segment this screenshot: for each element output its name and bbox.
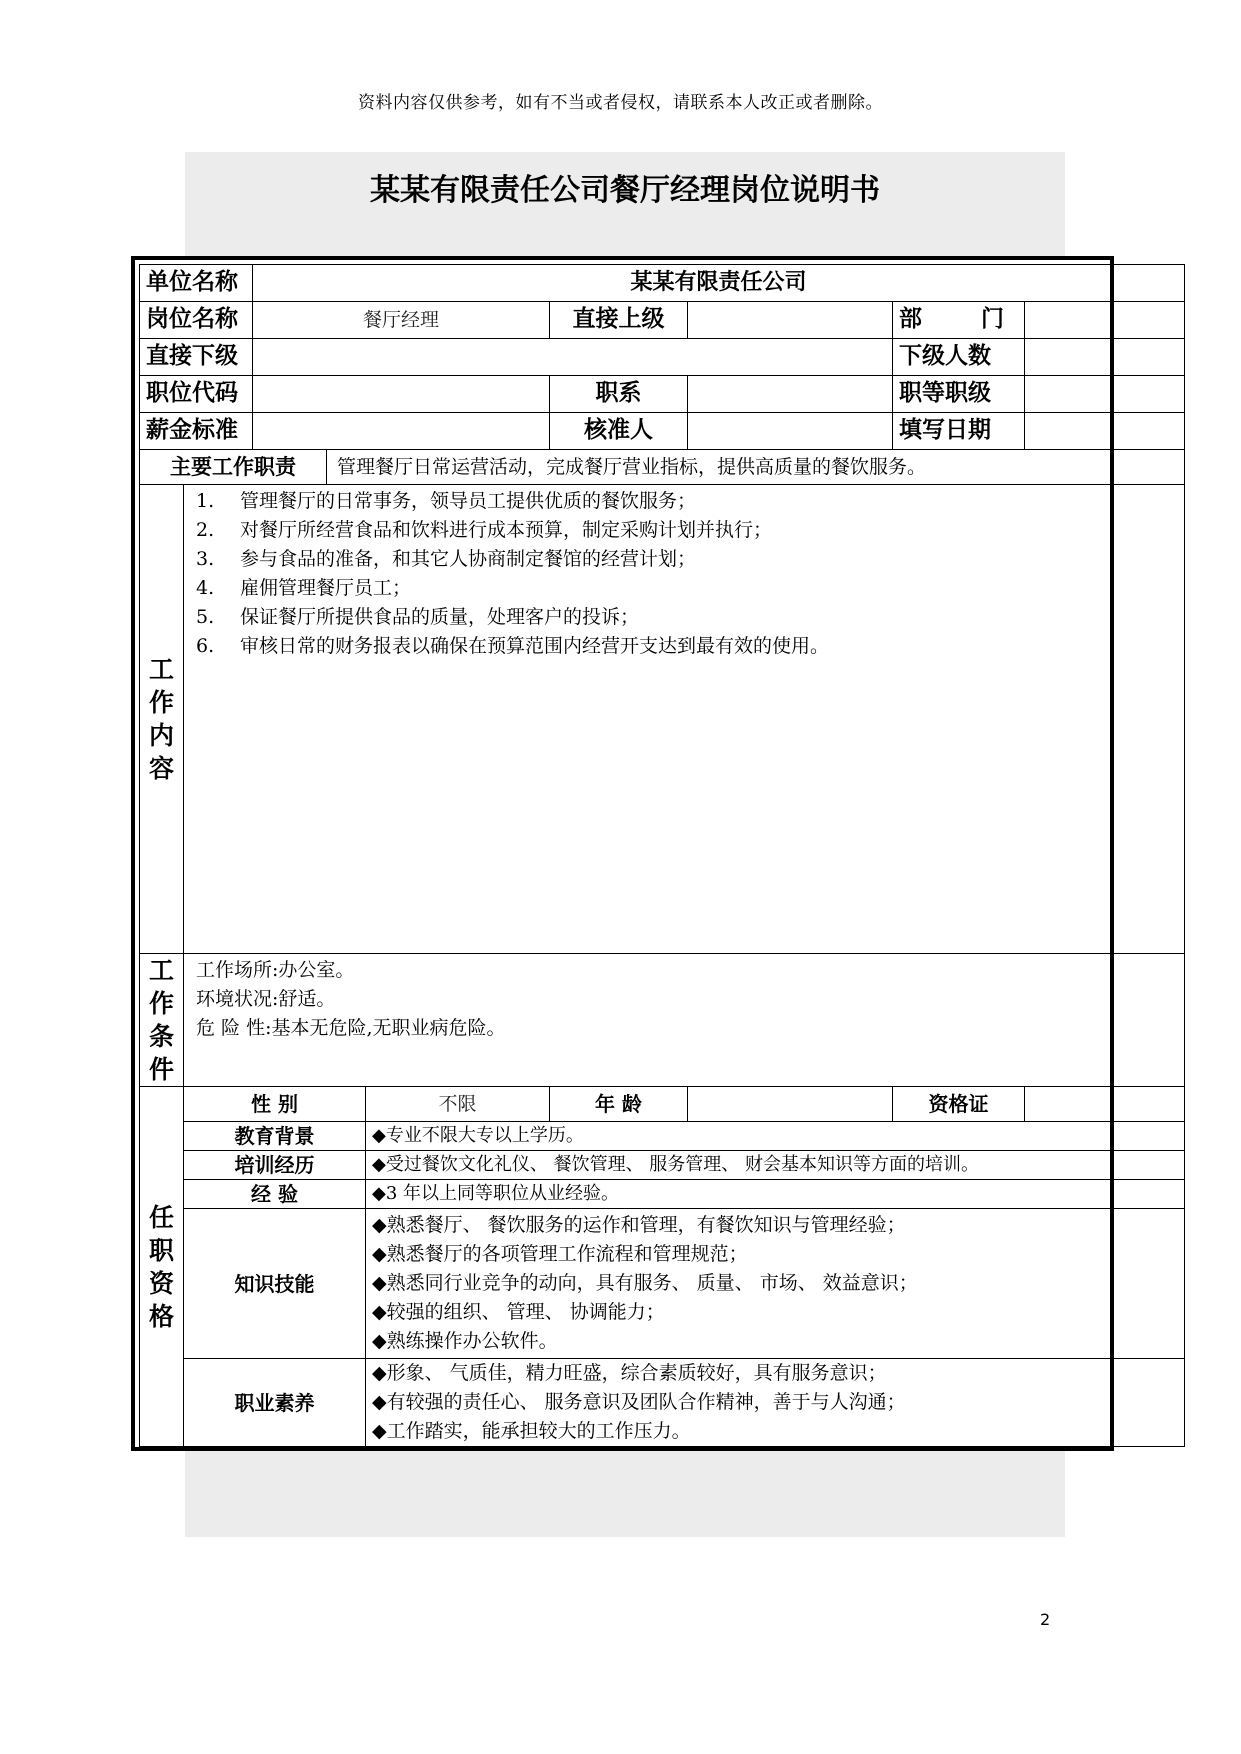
sub-count-value <box>1025 339 1185 376</box>
row-direct-sub <box>140 339 1185 376</box>
quality-list <box>366 1359 1185 1447</box>
experience-label: 经 验 <box>184 1180 366 1209</box>
row-post-code <box>140 376 1185 413</box>
approver-value <box>688 413 893 450</box>
list-item: ◆较强的组织、 管理、 协调能力； <box>372 1301 665 1323</box>
list-item: 3. 参与食品的准备，和其它人协商制定餐馆的经营计划； <box>196 548 697 570</box>
row-main-duty <box>140 450 1185 485</box>
gender-value: 不限 <box>366 1087 550 1122</box>
duty-list <box>184 485 1185 954</box>
main-duty-value: 管理餐厅日常运营活动，完成餐厅营业指标，提供高质量的餐饮服务。 <box>337 455 927 478</box>
page-number: 2 <box>1040 1610 1051 1629</box>
age-label: 年 龄 <box>550 1087 688 1122</box>
row-experience <box>140 1180 1185 1209</box>
job-family-value <box>688 376 893 413</box>
department-label-a: 部 <box>899 306 922 333</box>
row-gender-age <box>140 1087 1185 1122</box>
department-label-b: 门 <box>981 306 1004 333</box>
training-label: 培训经历 <box>184 1151 366 1180</box>
grade-value <box>1025 376 1185 413</box>
list-item: ◆工作踏实，能承担较大的工作压力。 <box>372 1420 691 1442</box>
job-family-label: 职系 <box>550 376 688 413</box>
post-name-label: 岗位名称 <box>140 302 253 339</box>
main-duty-label: 主要工作职责 <box>140 450 327 484</box>
list-item: 4. 雇佣管理餐厅员工； <box>196 577 412 599</box>
training-value: ◆受过餐饮文化礼仪、 餐饮管理、 服务管理、 财会基本知识等方面的培训。 <box>366 1151 1185 1180</box>
qualification-label: 任 职 资 格 <box>140 1087 184 1447</box>
list-item: 6. 审核日常的财务报表以确保在预算范围内经营开支达到最有效的使用。 <box>196 635 830 657</box>
direct-superior-value <box>688 302 893 339</box>
certificate-label: 资格证 <box>893 1087 1025 1122</box>
post-code-value <box>253 376 550 413</box>
row-education <box>140 1122 1185 1151</box>
list-item: ◆形象、 气质佳，精力旺盛，综合素质较好，具有服务意识； <box>372 1362 887 1384</box>
row-training <box>140 1151 1185 1180</box>
list-item: 工作场所:办公室。 <box>196 959 355 981</box>
unit-name-label: 单位名称 <box>140 265 253 302</box>
list-item: ◆有较强的责任心、 服务意识及团队合作精神，善于与人沟通； <box>372 1391 906 1413</box>
certificate-value <box>1025 1087 1185 1122</box>
salary-value <box>253 413 550 450</box>
department-label <box>893 302 1025 339</box>
page-title: 某某有限责任公司餐厅经理岗位说明书 <box>370 173 880 208</box>
post-name-value: 餐厅经理 <box>253 302 550 339</box>
list-item: ◆熟悉餐厅、 餐饮服务的运作和管理，有餐饮知识与管理经验； <box>372 1214 906 1236</box>
skills-label: 知识技能 <box>184 1209 366 1359</box>
row-quality <box>140 1359 1185 1447</box>
direct-sub-value <box>253 339 893 376</box>
department-value <box>1025 302 1185 339</box>
fill-date-label: 填写日期 <box>893 413 1025 450</box>
experience-value: ◆3 年以上同等职位从业经验。 <box>366 1180 1185 1209</box>
education-label: 教育背景 <box>184 1122 366 1151</box>
list-item: ◆熟悉同行业竞争的动向，具有服务、 质量、 市场、 效益意识； <box>372 1272 918 1294</box>
fill-date-value <box>1025 413 1185 450</box>
unit-name-value: 某某有限责任公司 <box>253 265 1185 302</box>
education-value: ◆专业不限大专以上学历。 <box>366 1122 1185 1151</box>
quality-label: 职业素养 <box>184 1359 366 1447</box>
row-unit-name <box>140 265 1185 302</box>
list-item: 2. 对餐厅所经营食品和饮料进行成本预算，制定采购计划并执行； <box>196 519 773 541</box>
row-skills <box>140 1209 1185 1359</box>
conditions-list <box>184 954 1185 1087</box>
age-value <box>688 1087 893 1122</box>
header-disclaimer: 资料内容仅供参考，如有不当或者侵权，请联系本人改正或者删除。 <box>358 93 883 113</box>
list-item: 1. 管理餐厅的日常事务，领导员工提供优质的餐饮服务； <box>196 490 697 512</box>
list-item: ◆熟悉餐厅的各项管理工作流程和管理规范； <box>372 1243 748 1265</box>
job-description-table <box>139 264 1185 1447</box>
row-salary <box>140 413 1185 450</box>
sub-count-label: 下级人数 <box>893 339 1025 376</box>
row-work-content <box>140 485 1185 954</box>
work-conditions-label: 工 作 条 件 <box>140 954 184 1087</box>
skills-list <box>366 1209 1185 1359</box>
grade-label: 职等职级 <box>893 376 1025 413</box>
list-item: 危 险 性:基本无危险,无职业病危险。 <box>196 1017 506 1039</box>
gender-label: 性 别 <box>184 1087 366 1122</box>
list-item: 环境状况:舒适。 <box>196 988 336 1010</box>
row-post-name <box>140 302 1185 339</box>
approver-label: 核准人 <box>550 413 688 450</box>
direct-superior-label: 直接上级 <box>550 302 688 339</box>
list-item: 5. 保证餐厅所提供食品的质量，处理客户的投诉； <box>196 606 640 628</box>
row-work-conditions <box>140 954 1185 1087</box>
list-item: ◆熟练操作办公软件。 <box>372 1330 558 1352</box>
work-content-label: 工 作 内 容 <box>140 485 184 954</box>
salary-label: 薪金标准 <box>140 413 253 450</box>
post-code-label: 职位代码 <box>140 376 253 413</box>
direct-sub-label: 直接下级 <box>140 339 253 376</box>
